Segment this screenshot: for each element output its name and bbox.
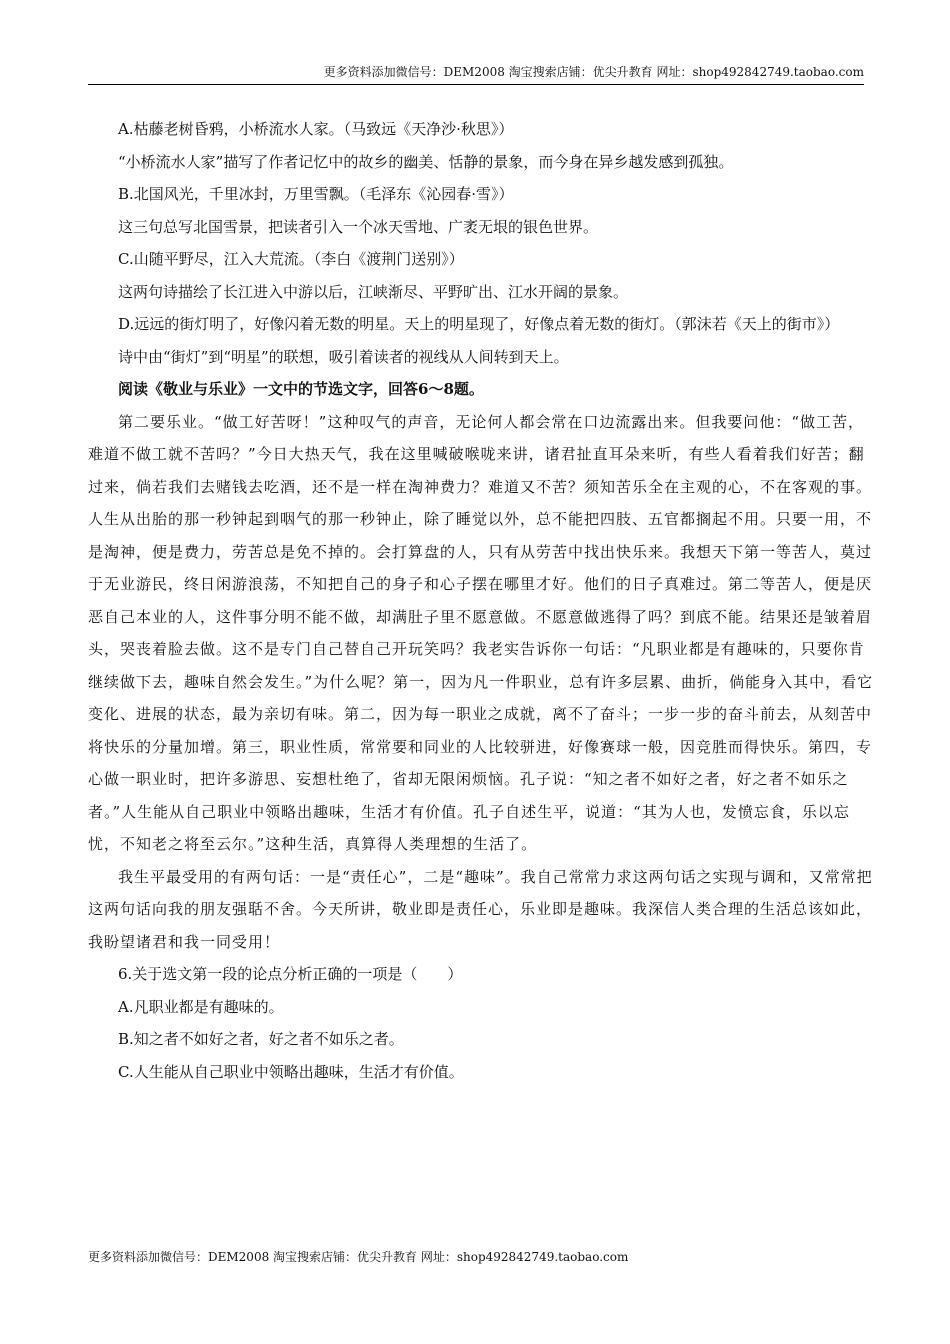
option-d-explanation: 诗中由“街灯”到“明星”的联想，吸引着读者的视线从人间转到天上。 — [118, 347, 569, 366]
reading-instruction: 阅读《敬业与乐业》一文中的节选文字，回答6～8题。 — [118, 380, 484, 398]
question-stem: 6.关于选文第一段的论点分析正确的一项是（ ） — [118, 965, 463, 983]
page-footer: 更多资料添加微信号：DEM2008 淘宝搜索店铺：优尖升教育 网址：shop492842749.taobao.com — [88, 1250, 629, 1264]
option-a-explanation: “小桥流水人家”描写了作者记忆中的故乡的幽美、恬静的景象，而今身在异乡越发感到孤独。 — [118, 152, 734, 171]
passage-paragraph-1: 第二要乐业。“做工好苦呀！”这种叹气的声音，无论何人都会常在口边流露出来。但我要问他：“做工苦，难道不做工就不苦吗？”今日大热天气，我在这里喊破喉咙来讲，诸君扯直耳朵来听，有些人看着我们好苦；翻过来，倘若我们去赌钱去吃酒，还不是一样在淘神费力？难道又不苦？须知苦乐全在主观的心，不在客观的事。人生从出胎的那一秒钟起到咽气的那一秒钟止，除了睡觉以外，总不能把四肢、五官都搁起不用。只要一用，不是淘神，便是费力，劳苦总是免不掉的。会打算盘的人，只有从劳苦中找出快乐来。我想天下第一等苦人，莫过于无业游民，终日闲游浪荡，不知把自己的身子和心子摆在哪里才好。他们的日子真难过。第二等苦人，便是厌恶自己本业的人，这件事分明不能不做，却满肚子里不愿意做。不愿意做逃得了吗？到底不能。结果还是皱着眉头，哭丧着脸去做。这不是专门自己替自己开玩笑吗？我老实告诉你一句话：“凡职业都是有趣味的，只要你肯继续做下去，趣味自然会发生。”为什么呢？第一，因为凡一件职业，总有许多层累、曲折，倘能身入其中，看它变化、进展的状态，最为亲切有味。第二，因为每一职业之成就，离不了奋斗；一步一步的奋斗前去，从刻苦中将快乐的分量加增。第三，职业性质，常常要和同业的人比较骈进，好像赛球一般，因竞胜而得快乐。第四，专心做一职业时，把许多游思、妄想杜绝了，省却无限闲烦恼。孔子说：“知之者不如好之者，好之者不如乐之者。”人生能从自己职业中领略出趣味，生活才有价值。孔子自述生平，说道：“其为人也，发愤忘食，乐以忘忧，不知老之将至云尔。”这种生活，真算得人类理想的生活了。 — [88, 412, 874, 853]
option-c-line: C.山随平野尽，江入大荒流。（李白《渡荆门送别》） — [118, 250, 464, 268]
page-header: 更多资料添加微信号：DEM2008 淘宝搜索店铺：优尖升教育 网址：shop492842749.taobao.com — [323, 65, 864, 79]
document-body — [88, 113, 878, 1088]
option-b-explanation: 这三句总写北国雪景，把读者引入一个冰天雪地、广袤无垠的银色世界。 — [118, 217, 599, 236]
passage-paragraph-2: 我生平最受用的有两句话：一是“责任心”，二是“趣味”。我自己常常力求这两句话之实现与调和，又常常把这两句话向我的朋友强聒不舍。今天所讲，敬业即是责任心，乐业即是趣味。我深信人类合理的生活总该如此，我盼望诸君和我一同受用！ — [88, 867, 873, 951]
question-option-a: A.凡职业都是有趣味的。 — [118, 997, 284, 1016]
option-d-line: D.远远的街灯明了，好像闪着无数的明星。天上的明星现了，好像点着无数的街灯。（郭沫若《天上的街市》） — [118, 315, 840, 333]
question-option-b: B.知之者不如好之者，好之者不如乐之者。 — [118, 1030, 404, 1048]
header-divider — [88, 84, 864, 85]
option-b-line: B.北国风光，千里冰封，万里雪飘。（毛泽东《沁园春·雪》） — [118, 185, 514, 203]
question-option-c: C.人生能从自己职业中领略出趣味，生活才有价值。 — [118, 1062, 464, 1081]
option-c-explanation: 这两句诗描绘了长江进入中游以后，江峡渐尽、平野旷出、江水开阔的景象。 — [118, 282, 629, 301]
option-a-line: A.枯藤老树昏鸦，小桥流水人家。（马致远《天净沙·秋思》） — [118, 120, 514, 138]
